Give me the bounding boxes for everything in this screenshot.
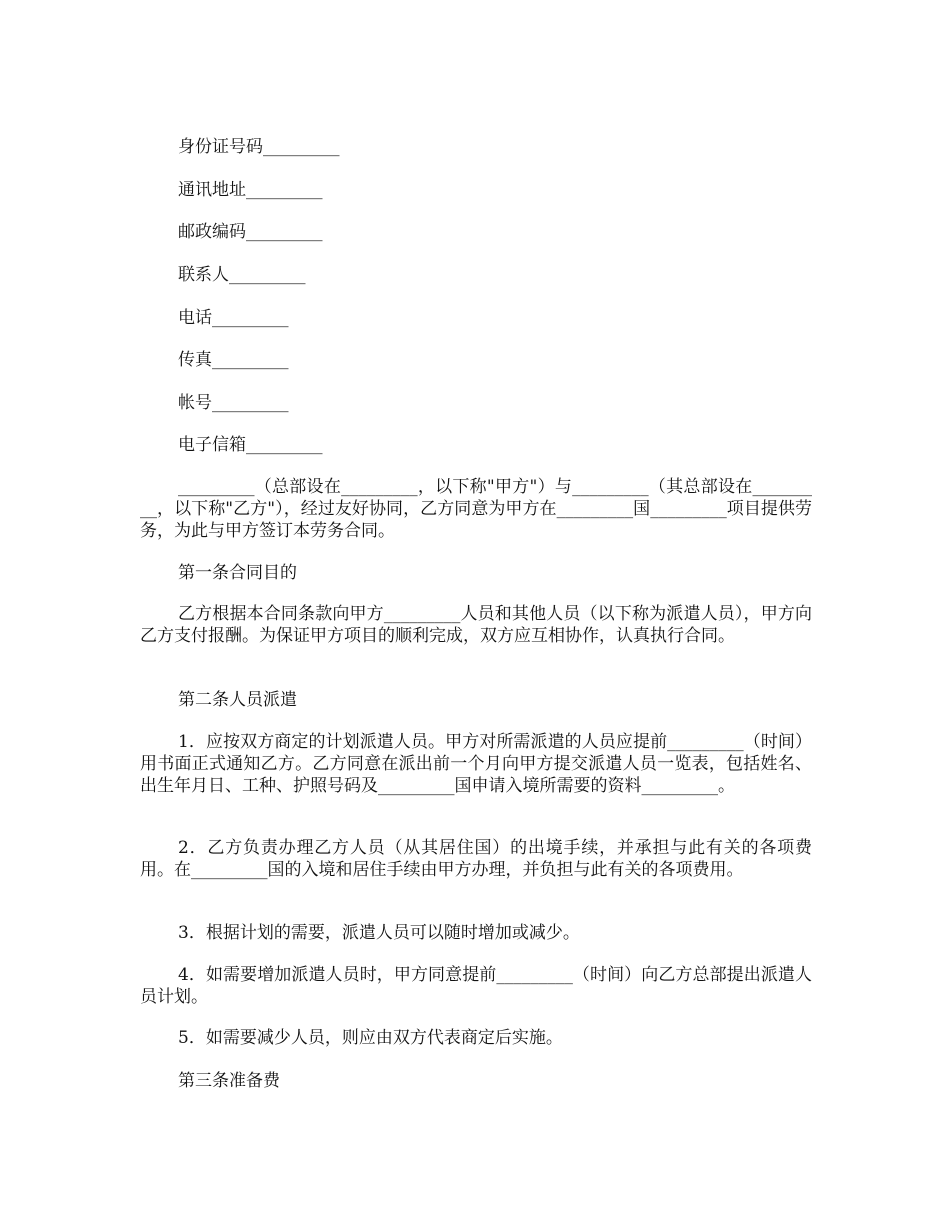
contract-intro-paragraph: _________（总部设在_________，以下称"甲方"）与_________（其总部设在_________，以下称"乙方"），经过友好协同，乙方同意为甲方在_________国_________项目提供劳务，为此与甲方签订本劳务合同。 bbox=[140, 477, 812, 541]
article-3-title: 第三条准备费 bbox=[178, 1071, 280, 1091]
email-field: 电子信箱_________ bbox=[178, 435, 323, 455]
account-field: 帐号_________ bbox=[178, 393, 289, 413]
article-2-item-1: 1．应按双方商定的计划派遣人员。甲方对所需派遣的人员应提前_________（时间）用书面正式通知乙方。乙方同意在派出前一个月向甲方提交派遣人员一览表，包括姓名、出生年月日、工种、护照号码及_________国申请入境所需要的资料_________。 bbox=[140, 732, 812, 796]
id-number-field: 身份证号码_________ bbox=[178, 137, 340, 157]
article-2-item-5: 5．如需要减少人员，则应由双方代表商定后实施。 bbox=[178, 1028, 563, 1048]
address-field: 通讯地址_________ bbox=[178, 180, 323, 200]
article-2-title: 第二条人员派遣 bbox=[178, 690, 297, 710]
article-2-item-2: 2．乙方负责办理乙方人员（从其居住国）的出境手续，并承担与此有关的各项费用。在_________国的入境和居住手续由甲方办理，并负担与此有关的各项费用。 bbox=[140, 838, 812, 880]
article-2-item-4: 4．如需要增加派遣人员时，甲方同意提前_________（时间）向乙方总部提出派遣人员计划。 bbox=[140, 965, 812, 1007]
fax-field: 传真_________ bbox=[178, 350, 289, 370]
phone-field: 电话_________ bbox=[178, 308, 289, 328]
article-2-item-3: 3．根据计划的需要，派遣人员可以随时增加或减少。 bbox=[178, 923, 580, 943]
article-1-body: 乙方根据本合同条款向甲方_________人员和其他人员（以下称为派遣人员），甲方向乙方支付报酬。为保证甲方项目的顺利完成，双方应互相协作，认真执行合同。 bbox=[140, 604, 812, 646]
article-1-title: 第一条合同目的 bbox=[178, 563, 297, 583]
contact-person-field: 联系人_________ bbox=[178, 265, 306, 285]
postcode-field: 邮政编码_________ bbox=[178, 222, 323, 242]
